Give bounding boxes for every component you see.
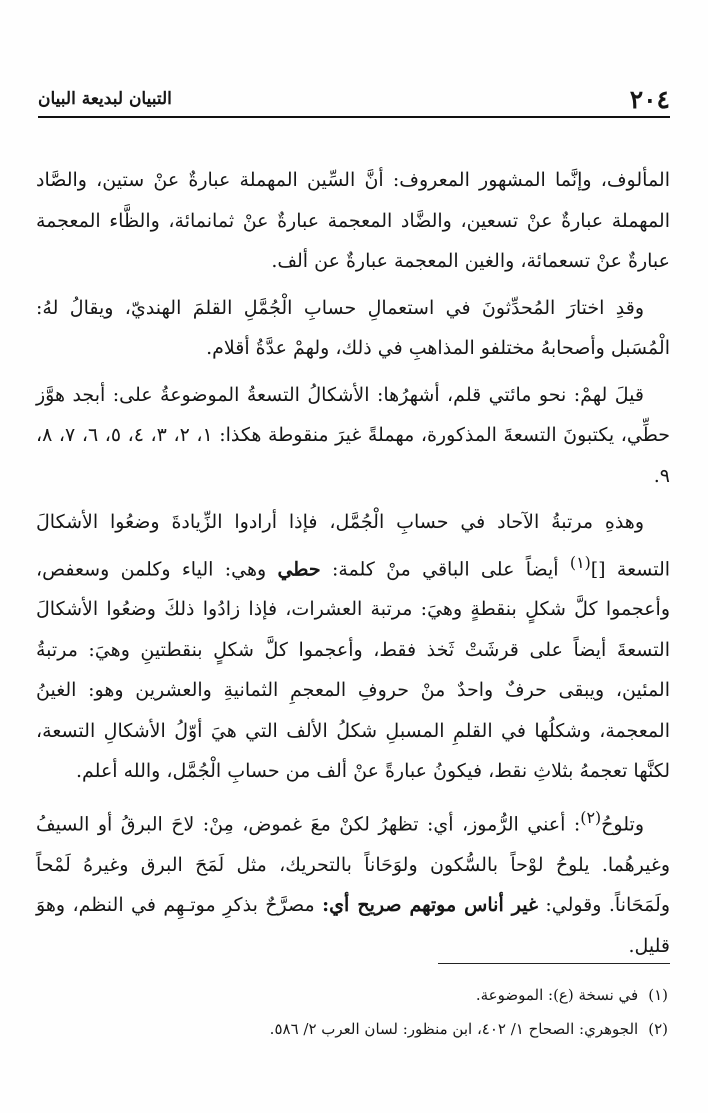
paragraph-4-text-a: وهذهِ مرتبةُ الآحاد في حسابِ الْجُمَّل، فإذا أرادوا الزِّيادةَ وضعُوا الأشكالَ التسعة [] — [36, 511, 671, 580]
paragraph-4-text-b: أيضاً على الباقي منْ كلمة: — [320, 557, 570, 580]
footnote-separator — [438, 963, 670, 964]
paragraph-5-text-c: مصرَّحٌ بذكرِ موتـهِم في النظم، وهوَ قليل. — [36, 894, 670, 957]
footnote-1-number: (١) — [648, 986, 668, 1004]
page-number: ٢٠٤ — [629, 84, 670, 114]
footnote-2-text: الجوهري: الصحاح ١/ ٤٠٢، ابن منظور: لسان العرب ٢/ ٥٨٦. — [269, 1020, 639, 1038]
footnote-ref-1[interactable]: (١) — [569, 552, 591, 572]
paragraph-5 — [36, 798, 670, 966]
footnote-1 — [38, 978, 668, 1012]
paragraph-1: المألوف، وإنَّما المشهور المعروف: أنَّ السِّين المهملة عبارةٌ عنْ ستين، والصَّاد المهملة عبارةٌ عنْ تسعين، والضَّاد المعجمة عبارةٌ عنْ ثمانمائة، والظَّاء المعجمة عبارةٌ عنْ تسعمائة، والغين المعجمة عبارةٌ عن ألف. — [36, 169, 670, 272]
running-title: التبيان لبديعة البيان — [38, 89, 172, 109]
paragraph-3: قيلَ لهمْ: نحو مائتي قلم، أشهرُها: الأشكالُ التسعةُ الموضوعةُ على: أبجد هوَّز حطِّي، يكتبونَ التسعةَ المذكورة، مهملةً غيرَ منقوطة هكذا: ١، ٢، ٣، ٤، ٥، ٦، ٧، ٨، ٩. — [36, 383, 671, 487]
footnote-ref-2[interactable]: (٢) — [580, 807, 602, 827]
keyword-verse-quote: غير أناس موتهم صريح أي: — [322, 894, 538, 917]
page-header — [38, 82, 670, 118]
keyword-hatti: حطي — [277, 557, 321, 580]
paragraph-5-text-b: : أعني الرُّموز، أي: تظهرُ لكنْ معَ غموض، مِنْ: لاحَ البرقُ أو السيفُ وغيرهُما. يلوحُ لوْحاً بالسُّكون ولوَحَاناً بالتحريك، مثل لَمَحَ البرق وغيرهُ لَمْحاً ولَمَحَاناً. وقولي: — [36, 813, 670, 917]
paragraph-4 — [36, 502, 670, 792]
footnotes — [38, 978, 668, 1046]
paragraph-4-text-c: وهي: الياء وكلمن وسعفص، وأعجموا كلَّ شكلٍ بنقطةٍ وهيَ: مرتبة العشرات، فإذا زادُوا ذلكَ وضعُوا الأشكالَ التسعةَ أيضاً على قرشَتْ ثَخذ فقط، وأعجموا كلَّ شكلٍ بنقطتينِ وهيَ: مرتبةُ المئين، ويبقى حرفٌ واحدٌ منْ حروفِ المعجمِ الثمانيةِ والعشرين وهو: الغينُ المعجمة، وشكلُها في القلمِ المسبلِ شكلُ الألف التي هيَ أوّلُ الأشكالِ التسعة، لكنَّها تعجمهُ بثلاثِ نقط، فيكونُ عبارةً عنْ ألف من حسابِ الْجُمَّل، والله أعلم. — [36, 557, 670, 783]
main-text — [36, 160, 670, 972]
footnote-2 — [38, 1012, 668, 1046]
paragraph-5-text-a: وتلوحُ — [601, 813, 644, 836]
footnote-1-text: في نسخة (ع): الموضوعة. — [475, 986, 639, 1004]
footnote-2-number: (٢) — [648, 1020, 668, 1038]
paragraph-2: وقدِ اختارَ المُحدِّثونَ في استعمالِ حسابِ الْجُمَّلِ القلمَ الهنديّ، ويقالُ لهُ: الْمُسَبل وأصحابهُ مختلفو المذاهبِ في ذلك، ولهمْ عدَّةُ أقلام. — [36, 296, 670, 359]
